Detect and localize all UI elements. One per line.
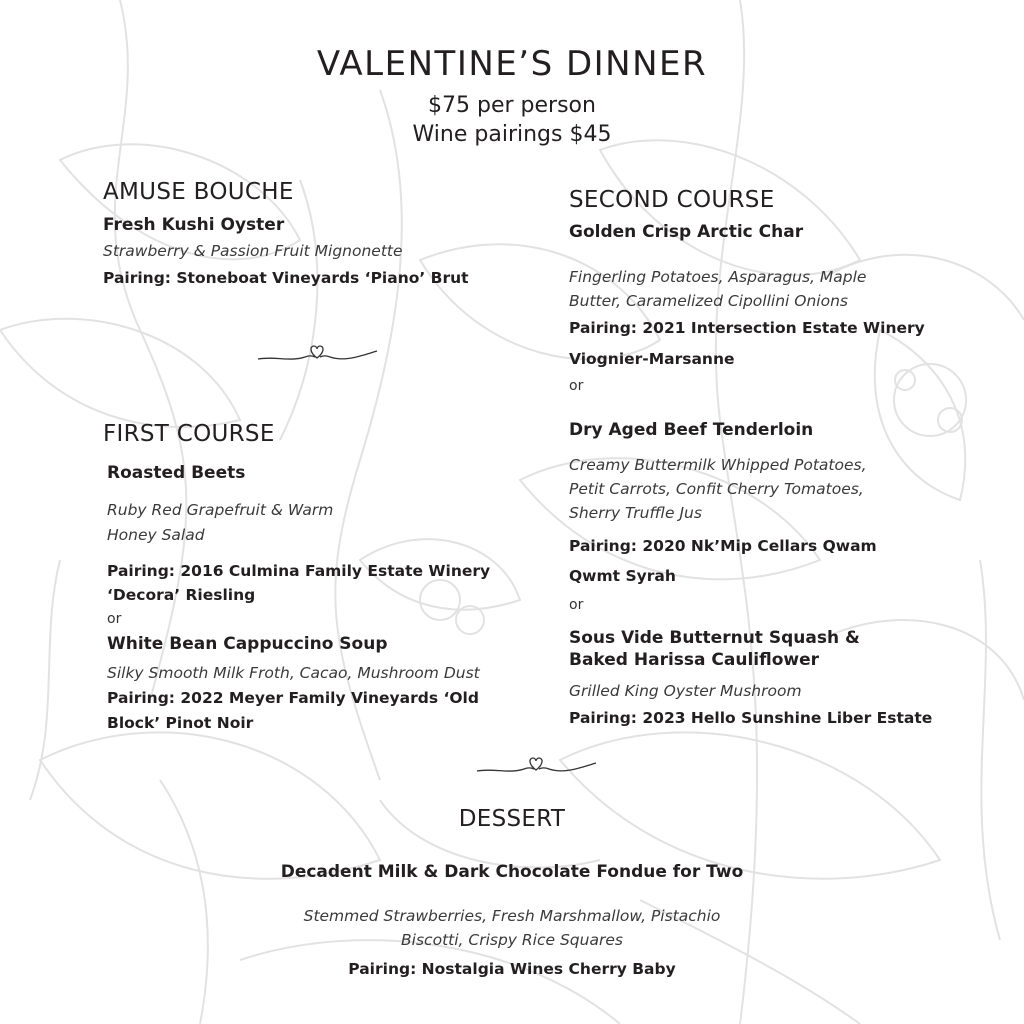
second-option1-dish: Golden Crisp Arctic Char — [569, 222, 804, 242]
price-per-person: $75 per person — [428, 93, 596, 118]
first-course-heading: FIRST COURSE — [103, 421, 275, 447]
second-option1-pairing-line2: Viognier-Marsanne — [569, 350, 735, 368]
heart-flourish-icon — [474, 754, 599, 778]
second-option2-desc-line3: Sherry Truffle Jus — [569, 504, 702, 522]
second-option2-desc-line1: Creamy Buttermilk Whipped Potatoes, — [569, 456, 867, 474]
first-option2-desc: Silky Smooth Milk Froth, Cacao, Mushroom Dust — [107, 664, 480, 682]
second-option1-pairing-line1: Pairing: 2021 Intersection Estate Winery — [569, 319, 925, 337]
second-option1-desc-line2: Butter, Caramelized Cipollini Onions — [569, 292, 848, 310]
second-option3-dish-line2: Baked Harissa Cauliflower — [569, 650, 820, 670]
amuse-pairing: Pairing: Stoneboat Vineyards ‘Piano’ Brut — [103, 269, 469, 287]
second-or-separator-2: or — [569, 597, 584, 613]
first-option2-dish: White Bean Cappuccino Soup — [107, 634, 388, 654]
dessert-pairing: Pairing: Nostalgia Wines Cherry Baby — [348, 960, 676, 978]
first-option2-pairing-line1: Pairing: 2022 Meyer Family Vineyards ‘Old — [107, 689, 479, 707]
heart-flourish-icon — [255, 342, 380, 366]
first-option1-dish: Roasted Beets — [107, 463, 246, 483]
first-option1-pairing-line2: ‘Decora’ Riesling — [107, 586, 256, 604]
second-course-heading: SECOND COURSE — [569, 187, 775, 213]
second-or-separator-1: or — [569, 378, 584, 394]
first-option2-pairing-line2: Block’ Pinot Noir — [107, 714, 254, 732]
second-option3-desc: Grilled King Oyster Mushroom — [569, 682, 802, 700]
second-option2-dish: Dry Aged Beef Tenderloin — [569, 420, 814, 440]
second-option3-pairing: Pairing: 2023 Hello Sunshine Liber Estate — [569, 709, 933, 727]
amuse-dish: Fresh Kushi Oyster — [103, 215, 285, 235]
second-option1-desc-line1: Fingerling Potatoes, Asparagus, Maple — [569, 268, 867, 286]
second-option3-dish-line1: Sous Vide Butternut Squash & — [569, 628, 860, 648]
second-option2-desc-line2: Petit Carrots, Confit Cherry Tomatoes, — [569, 480, 864, 498]
second-option2-pairing-line2: Qwmt Syrah — [569, 567, 676, 585]
first-option1-desc-line2: Honey Salad — [107, 526, 205, 544]
amuse-bouche-heading: AMUSE BOUCHE — [103, 179, 294, 205]
page-title: VALENTINE’S DINNER — [316, 44, 708, 84]
first-or-separator: or — [107, 611, 122, 627]
dessert-dish: Decadent Milk & Dark Chocolate Fondue for Two — [280, 862, 744, 882]
first-option1-desc-line1: Ruby Red Grapefruit & Warm — [107, 501, 334, 519]
wine-pairing-price: Wine pairings $45 — [412, 122, 612, 147]
dessert-desc-line2: Biscotti, Crispy Rice Squares — [401, 931, 623, 949]
second-option2-pairing-line1: Pairing: 2020 Nk’Mip Cellars Qwam — [569, 537, 877, 555]
dessert-heading: DESSERT — [458, 806, 566, 832]
amuse-description: Strawberry & Passion Fruit Mignonette — [103, 242, 403, 260]
dessert-desc-line1: Stemmed Strawberries, Fresh Marshmallow, Pistachio — [303, 907, 721, 925]
first-option1-pairing-line1: Pairing: 2016 Culmina Family Estate Winery — [107, 562, 491, 580]
